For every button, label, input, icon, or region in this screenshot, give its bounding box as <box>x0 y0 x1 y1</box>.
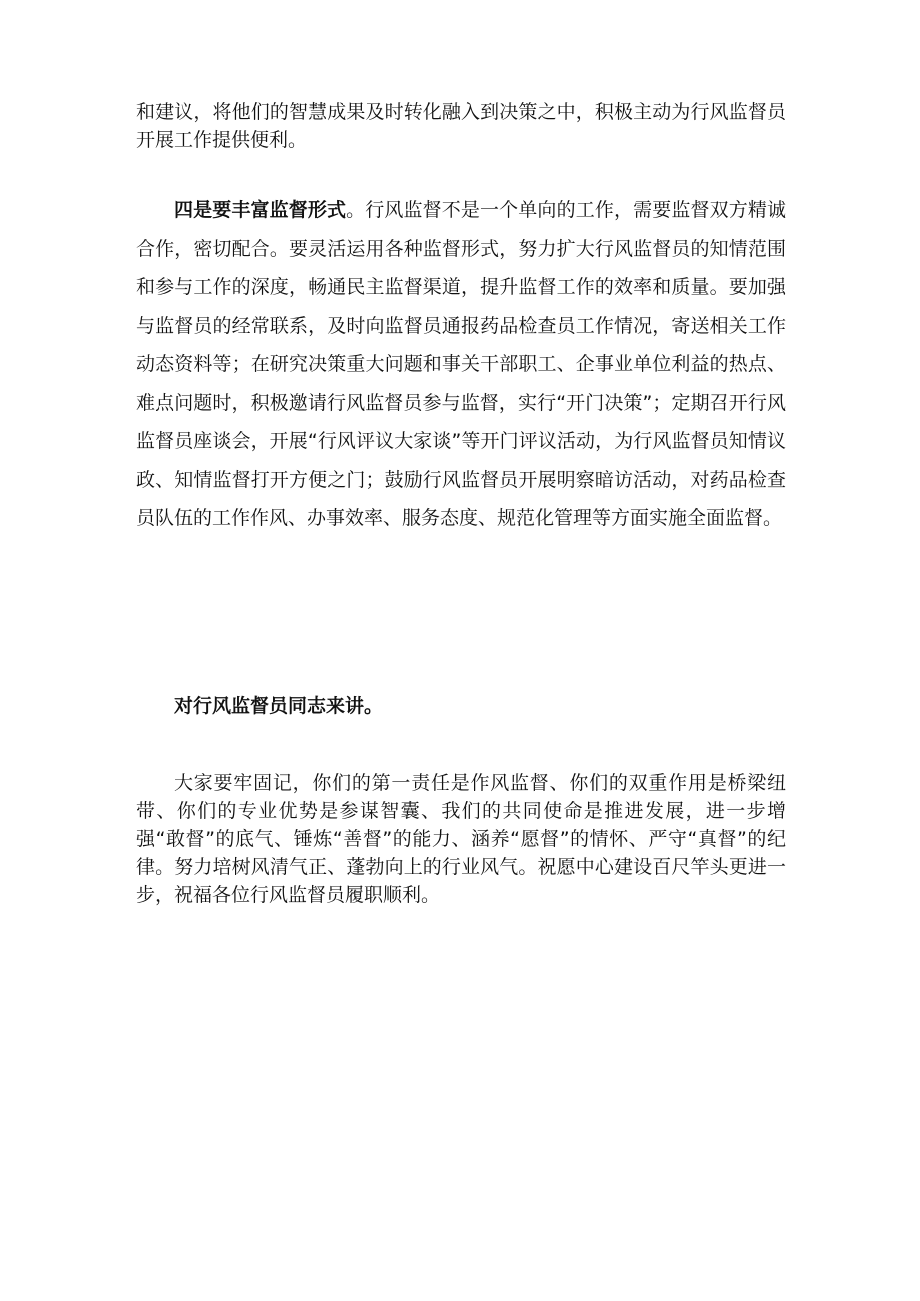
paragraph-body: 。行风监督不是一个单向的工作，需要监督双方精诚合作，密切配合。要灵活运用各种监督形式，努力扩大行风监督员的知情范围和参与工作的深度，畅通民主监督渠道，提升监督工作的效率和质量。要加强与监督员的经常联系，及时向监督员通报药品检查员工作情况，寄送相关工作动态资料等；在研究决策重大问题和事关干部职工、企事业单位利益的热点、难点问题时，积极邀请行风监督员参与监督，实行“开门决策”；定期召开行风监督员座谈会，开展“行风评议大家谈”等开门评议活动，为行风监督员知情议政、知情监督打开方便之门；鼓励行风监督员开展明察暗访活动，对药品检查员队伍的工作作风、办事效率、服务态度、规范化管理等方面实施全面监督。 <box>136 199 786 529</box>
paragraph-continuation: 和建议，将他们的智慧成果及时转化融入到决策之中，积极主动为行风监督员开展工作提供便利。 <box>136 101 786 151</box>
paragraph-lead-heading: 四是要丰富监督形式 <box>174 199 347 221</box>
section-heading: 对行风监督员同志来讲。 <box>174 695 384 717</box>
paragraph-supervision-forms <box>136 191 786 538</box>
paragraph-closing: 大家要牢固记，你们的第一责任是作风监督、你们的双重作用是桥梁纽带、你们的专业优势是参谋智囊、我们的共同使命是推进发展，进一步增强“敢督”的底气、锤炼“善督”的能力、涵养“愿督”的情怀、严守“真督”的纪律。努力培树风清气正、蓬勃向上的行业风气。祝愿中心建设百尺竿头更进一步，祝福各位行风监督员履职顺利。 <box>136 772 786 906</box>
